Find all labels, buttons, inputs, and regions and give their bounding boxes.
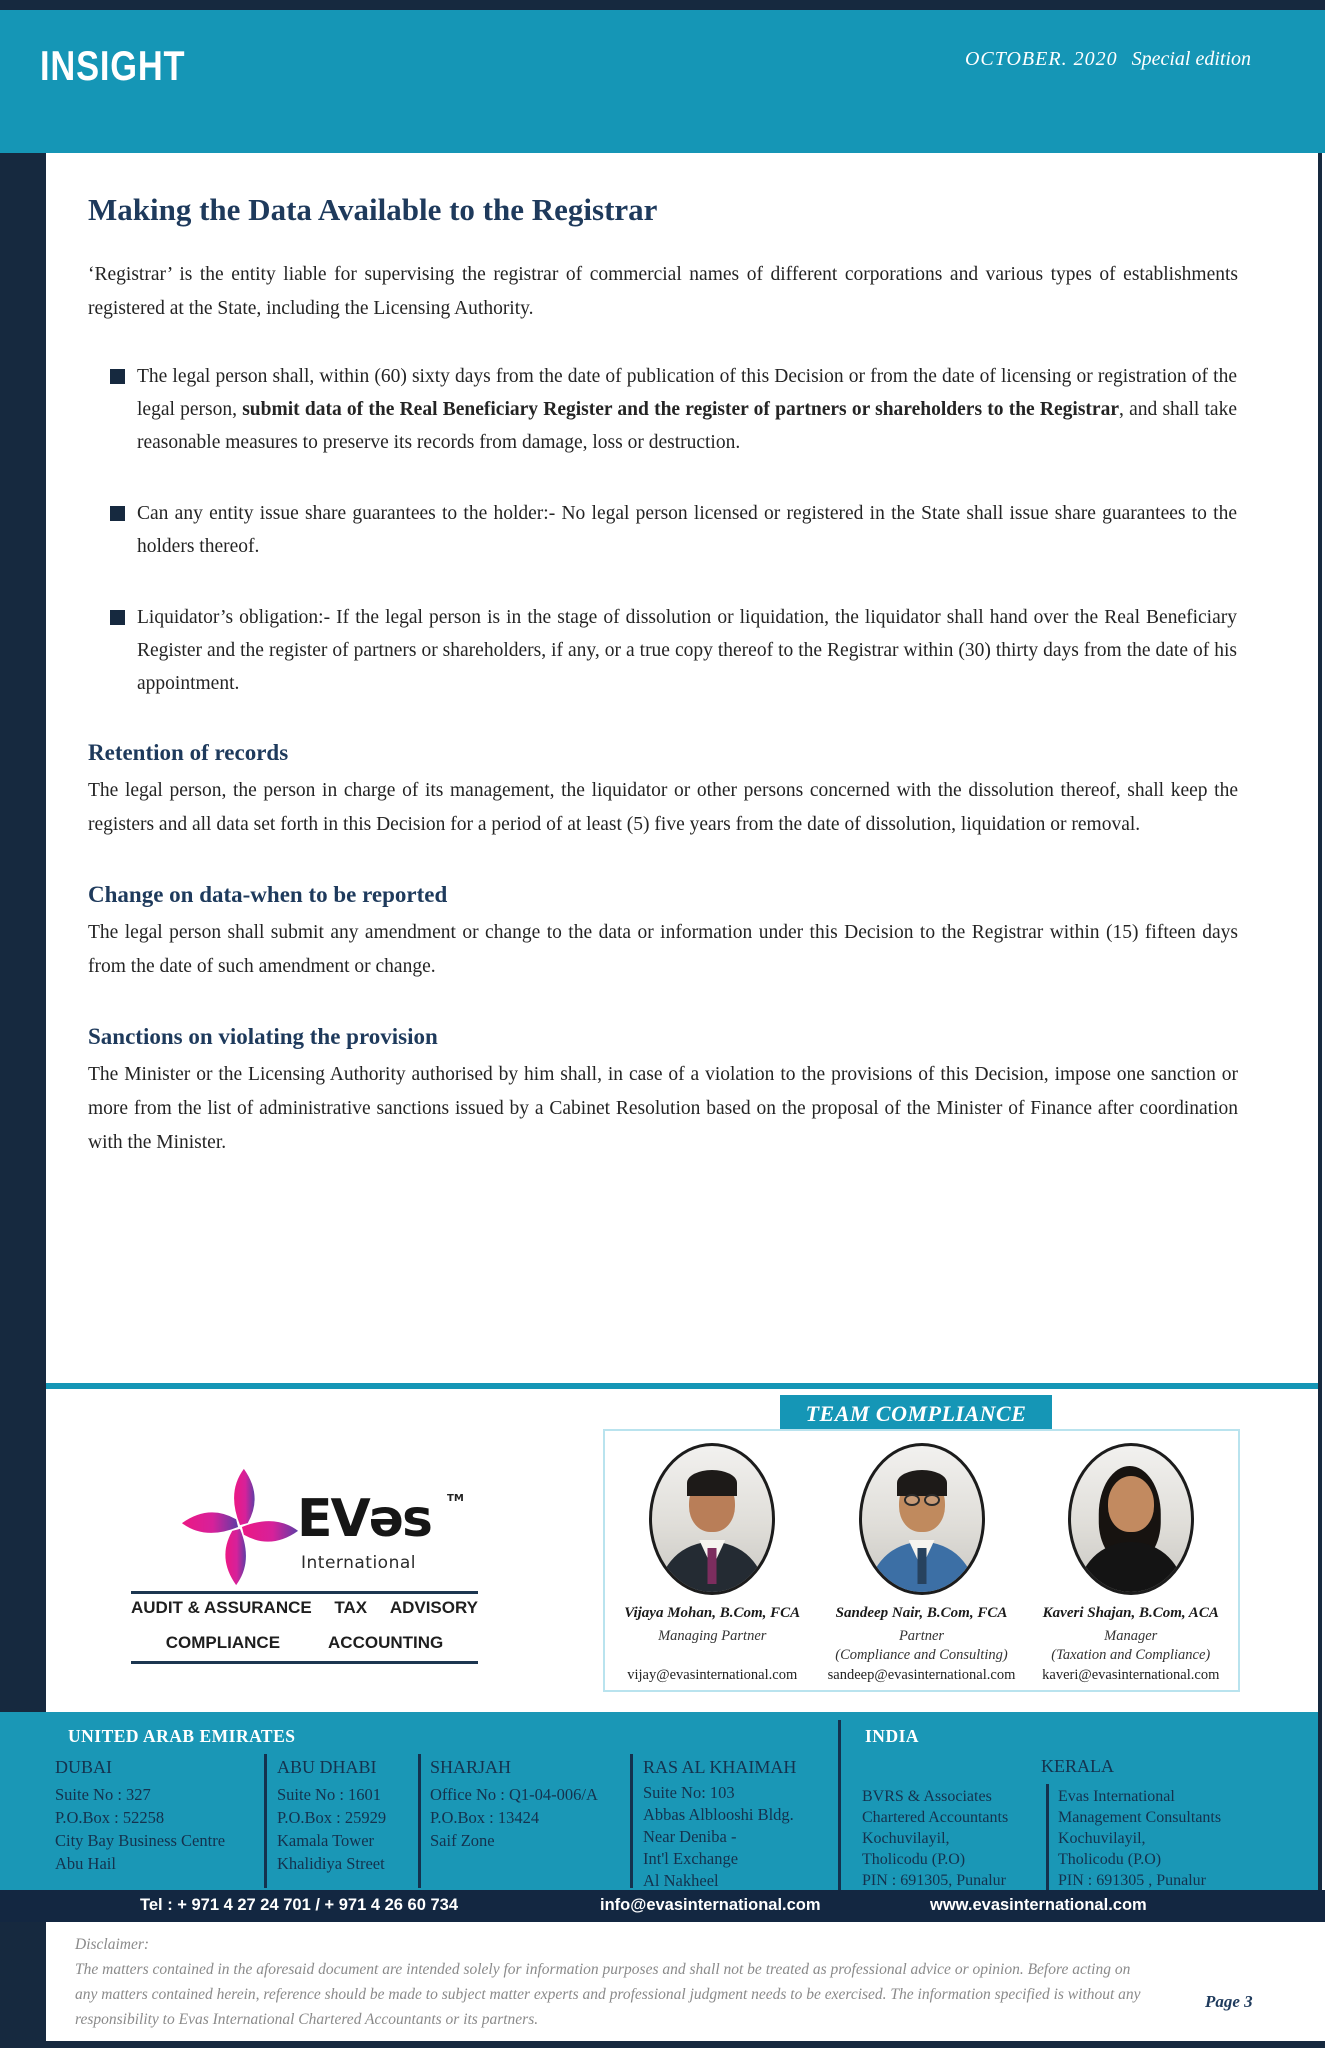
office-line: Office No : Q1-04-006/A	[430, 1785, 598, 1804]
square-bullet-icon	[110, 506, 125, 521]
portrait-head	[1108, 1476, 1154, 1532]
india-title: INDIA	[865, 1726, 920, 1746]
portrait-tie	[917, 1548, 926, 1584]
portrait-hair	[687, 1470, 737, 1496]
office-line: Kochuvilayil,	[1058, 1830, 1146, 1847]
office-line: P.O.Box : 52258	[55, 1808, 165, 1827]
office-line: Suite No: 103	[643, 1783, 735, 1802]
office-sharjah	[430, 1756, 625, 1852]
section-sanctions	[88, 1024, 1238, 1160]
section-divider	[838, 1720, 841, 1890]
office-line: Abu Hail	[55, 1854, 116, 1873]
website-link[interactable]: www.evasinternational.com	[930, 1896, 1147, 1914]
section-body: The legal person, the person in charge of its management, the liquidator or other persons concerned with the dissolution thereof, shall keep the registers and all data set forth in this Decision for a period of at least (5) five years from the date of dissolution, liquidation or removal.	[88, 780, 1238, 835]
bullet-text-segment: The legal person shall, within (60) sixty days from the date of publication of this Decision or from the date of licensing or registration of the legal person,	[137, 366, 1237, 420]
article-title: Making the Data Available to the Registrar	[88, 192, 658, 227]
column-divider	[264, 1754, 267, 1888]
contact-bar	[0, 1890, 1325, 1922]
page-number: Page 3	[1205, 1992, 1253, 2011]
contact-email[interactable]: info@evasinternational.com	[600, 1896, 821, 1914]
services-line-2	[131, 1633, 478, 1653]
office-city: ABU DHABI	[277, 1757, 377, 1777]
office-abu-dhabi	[277, 1756, 412, 1875]
office-line: City Bay Business Centre	[55, 1831, 226, 1850]
section-heading: Retention of records	[88, 740, 289, 765]
evas-pinwheel-icon	[180, 1467, 300, 1587]
member-name: Vijaya Mohan, B.Com, FCA	[624, 1605, 801, 1621]
portrait-kaveri-shajan	[1068, 1443, 1194, 1595]
publication-title: INSIGHT	[40, 42, 186, 89]
portrait-vijaya-mohan	[649, 1443, 775, 1595]
trademark-symbol: TM	[447, 1493, 464, 1504]
logo-rule-bottom	[131, 1661, 478, 1664]
team-member-card	[820, 1443, 1024, 1690]
member-email[interactable]: vijay@evasinternational.com	[627, 1667, 798, 1683]
portrait-tie	[708, 1548, 717, 1584]
office-line: Management Consultants	[1058, 1809, 1222, 1826]
office-dubai	[55, 1756, 260, 1875]
office-line: Int'l Exchange	[643, 1849, 739, 1868]
member-name: Kaveri Shajan, B.Com, ACA	[1042, 1605, 1219, 1621]
masthead	[0, 10, 1325, 153]
office-city: RAS AL KHAIMAH	[643, 1757, 797, 1777]
member-role-detail: (Taxation and Compliance)	[1051, 1647, 1211, 1663]
bullet-item	[88, 360, 1238, 459]
section-heading: Change on data-when to be reported	[88, 882, 448, 907]
office-line: Suite No : 1601	[277, 1785, 382, 1804]
logo-rule-top	[131, 1591, 478, 1594]
bullet-text	[137, 360, 1237, 459]
bullet-text	[137, 497, 1237, 563]
region-kerala: KERALA	[1041, 1756, 1114, 1776]
member-email[interactable]: kaveri@evasinternational.com	[1042, 1667, 1220, 1683]
office-line: BVRS & Associates	[862, 1788, 992, 1805]
member-role	[820, 1627, 1024, 1667]
issue-type: Special edition	[1131, 48, 1251, 70]
glasses-icon	[904, 1494, 940, 1506]
office-city: DUBAI	[55, 1757, 112, 1777]
left-navy-strip-lower	[0, 1922, 46, 2048]
office-line: P.O.Box : 13424	[430, 1808, 540, 1827]
square-bullet-icon	[110, 369, 125, 384]
evas-brand-block	[95, 1445, 515, 1675]
office-line: Kochuvilayil,	[862, 1830, 950, 1847]
portrait-hair	[897, 1470, 947, 1496]
issue-date: OCTOBER. 2020	[964, 48, 1118, 70]
office-line: Khalidiya Street	[277, 1854, 385, 1873]
bullet-text-segment: Liquidator’s obligation:- If the legal person is in the stage of dissolution or liquidation, the liquidator shall hand over the Real Beneficiary Register and the register of partners or shareholders, if any, or a true copy thereof to the Registrar within (30) thirty days from the date of his appointment.	[137, 607, 1237, 694]
issue-info	[965, 48, 1251, 71]
section-change	[88, 882, 1238, 984]
member-role-title: Manager	[1104, 1628, 1158, 1644]
column-divider	[630, 1754, 633, 1888]
section-heading: Sanctions on violating the provision	[88, 1024, 438, 1049]
column-divider	[418, 1754, 421, 1888]
section-body: The Minister or the Licensing Authority authorised by him shall, in case of a violation to the provisions of this Decision, impose one sanction or more from the list of administrative sanctions issued by a Cabinet Resolution based on the proposal of the Minister of Finance after coordination with the Minister.	[88, 1064, 1238, 1153]
team-compliance-label: TEAM COMPLIANCE	[780, 1395, 1052, 1432]
member-role	[1029, 1627, 1233, 1667]
office-line: Al Nakheel	[643, 1871, 719, 1890]
top-navy-strip	[0, 0, 1325, 10]
bullet-item	[88, 601, 1238, 700]
office-line: Saif Zone	[430, 1831, 495, 1850]
right-navy-line	[1318, 153, 1322, 1922]
evas-wordmark: EVəs	[297, 1489, 431, 1549]
left-navy-strip	[0, 153, 46, 1712]
bullet-text-segment: Can any entity issue share guarantees to the holder:- No legal person licensed or registered in the State shall issue share guarantees to the holders thereof.	[137, 503, 1237, 557]
office-line: Kamala Tower	[277, 1831, 375, 1850]
member-role: Managing Partner	[658, 1628, 767, 1644]
bottom-navy-strip	[0, 2041, 1325, 2048]
office-line: Near Deniba -	[643, 1827, 737, 1846]
office-line: Suite No : 327	[55, 1785, 151, 1804]
office-line: P.O.Box : 25929	[277, 1808, 387, 1827]
evas-subtitle: International	[301, 1553, 416, 1573]
article-intro: ‘Registrar’ is the entity liable for supervising the registrar of commercial names of different corporations and various types of establishments registered at the State, including the Licensing Authority.	[88, 264, 1238, 319]
member-email[interactable]: sandeep@evasinternational.com	[827, 1667, 1016, 1683]
team-box	[603, 1429, 1240, 1692]
portrait-top	[1078, 1542, 1184, 1595]
office-line: Tholicodu (P.O)	[862, 1851, 966, 1868]
office-ras-al-khaimah	[643, 1756, 828, 1892]
column-divider	[1046, 1784, 1049, 1890]
office-city: SHARJAH	[430, 1757, 512, 1777]
office-line: Tholicodu (P.O)	[1058, 1851, 1162, 1868]
team-member-card	[610, 1443, 814, 1690]
bullet-text-bold-segment: submit data of the Real Beneficiary Register and the register of partners or shareholders to the Registrar	[242, 399, 1119, 420]
office-line: Evas International	[1058, 1788, 1175, 1805]
offices-footer	[0, 1712, 1318, 1890]
team-member-card	[1029, 1443, 1233, 1690]
telephone-numbers: Tel : + 971 4 27 24 701 / + 971 4 26 60 734	[140, 1896, 459, 1914]
office-bvrs	[862, 1786, 1040, 1891]
service-item: TAX	[334, 1598, 368, 1617]
section-body: The legal person shall submit any amendment or change to the data or information under this Decision to the Registrar within (15) fifteen days from the date of such amendment or change.	[88, 922, 1238, 977]
disclaimer	[75, 1932, 1147, 2032]
service-item: ACCOUNTING	[328, 1633, 444, 1652]
office-evas-international	[1058, 1786, 1308, 1891]
member-name: Sandeep Nair, B.Com, FCA	[835, 1605, 1008, 1621]
uae-title: UNITED ARAB EMIRATES	[68, 1726, 296, 1746]
services-line-1	[131, 1598, 478, 1618]
member-role-title: Partner	[898, 1628, 945, 1644]
article	[88, 192, 1238, 1160]
bullet-text-segment: , and shall take reasonable measures to preserve its records from damage, loss or destruction.	[137, 399, 1237, 453]
bullet-item	[88, 497, 1238, 563]
disclaimer-text: The matters contained in the aforesaid document are intended solely for information purposes and shall not be treated as professional advice or opinion. Before acting on any matters contained herein, reference should be made to subject matter experts and professional judgment needs to be exercised. The information specified is without any responsibility to Evas International Chartered Accountants or its partners.	[75, 1961, 1141, 2028]
member-role-detail: (Compliance and Consulting)	[835, 1647, 1008, 1663]
bullet-text	[137, 601, 1237, 700]
portrait-sandeep-nair	[859, 1443, 985, 1595]
service-item: AUDIT & ASSURANCE	[131, 1598, 312, 1617]
square-bullet-icon	[110, 610, 125, 625]
office-line: Abbas Alblooshi Bldg.	[643, 1805, 794, 1824]
office-line: PIN : 691305, Punalur	[862, 1872, 1006, 1889]
service-item: ADVISORY	[389, 1598, 478, 1617]
office-line: Chartered Accountants	[862, 1809, 1009, 1826]
cyan-divider	[46, 1383, 1318, 1389]
bullet-list	[88, 360, 1238, 700]
service-item: COMPLIANCE	[165, 1633, 281, 1652]
section-retention	[88, 740, 1238, 842]
office-line: PIN : 691305 , Punalur	[1058, 1872, 1206, 1889]
disclaimer-label: Disclaimer:	[75, 1936, 150, 1953]
